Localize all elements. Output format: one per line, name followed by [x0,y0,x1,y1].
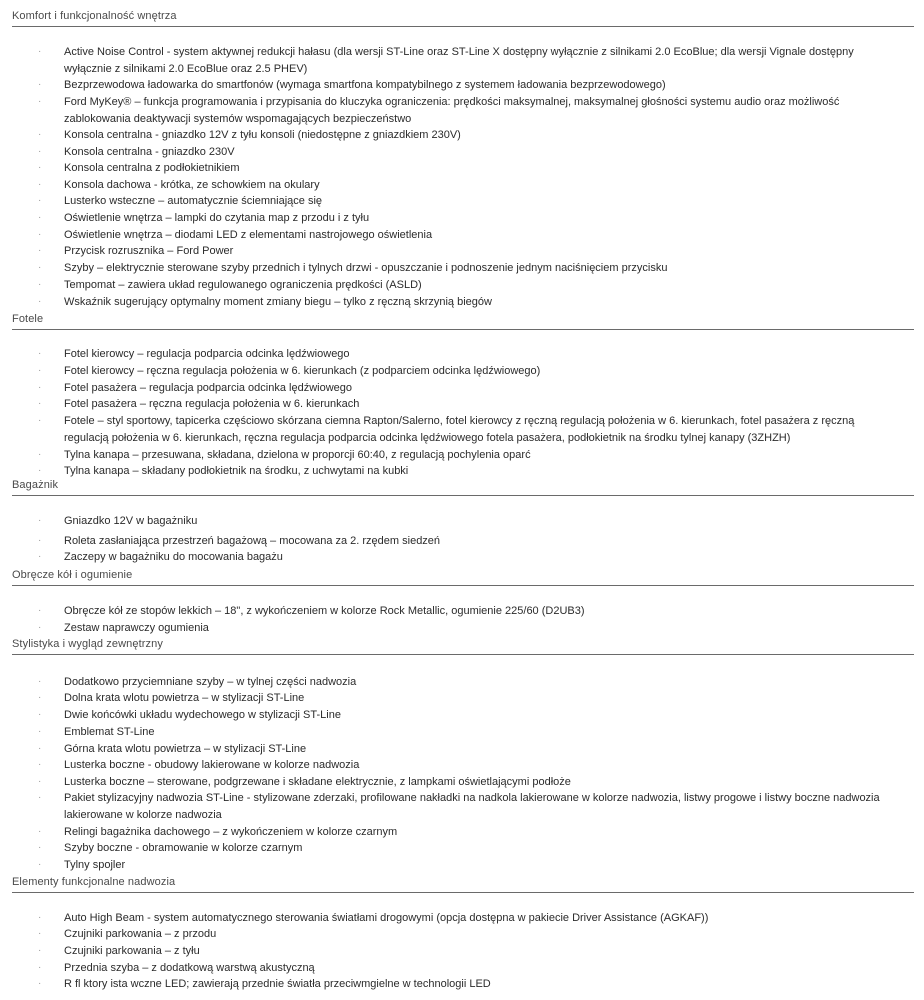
list-item-text: Gniazdko 12V w bagażniku [64,515,198,527]
bullet-icon: · [38,179,42,190]
bullet-icon: · [38,146,42,157]
section-divider [12,892,914,893]
list-item-text: Zaczepy w bagażniku do mocowania bagażu [64,551,283,563]
bullet-icon: · [38,129,42,140]
bullet-icon: · [38,449,42,460]
bullet-icon: · [38,262,42,273]
bullet-icon: · [38,928,42,939]
bullet-icon: · [38,365,42,376]
bullet-icon: · [38,465,42,476]
section [0,569,924,581]
bullet-icon: · [38,535,42,546]
bullet-icon: · [38,515,42,526]
list-item-text: Active Noise Control - system aktywnej redukcji hałasu (dla wersji ST-Line oraz ST-Line X dostępny wyłącznie z silnikami 2.0 EcoBlue; dla wersji Vignale dostępny wyłącznie z silnikami 2.0 EcoBlue oraz 2.5 PHEV) [64,46,854,75]
bullet-icon: · [38,692,42,703]
list-item-text: R fl ktory ista wczne LED; zawierają przednie światła przeciwmgielne w technologii LED [64,978,491,990]
bullet-icon: · [38,212,42,223]
bullet-icon: · [38,912,42,923]
bullet-icon: · [38,96,42,107]
section-title: Obręcze kół i ogumienie [12,569,133,581]
list-item-text: Fotel pasażera – ręczna regulacja położenia w 6. kierunkach [64,398,360,410]
section-title: Komfort i funkcjonalność wnętrza [12,10,177,22]
list-item-text: Ford MyKey® – funkcja programowania i przypisania do kluczyka ograniczenia: prędkości maksymalnej, maksymalnej głośności systemu audio oraz możliwość zablokowania deaktywacji systemów wspomagających bezpieczeństwo [64,96,840,125]
bullet-icon: · [38,348,42,359]
bullet-icon: · [38,776,42,787]
list-item-text: Dwie końcówki układu wydechowego w stylizacji ST-Line [64,709,341,721]
list-item-text: Konsola centralna - gniazdko 12V z tyłu konsoli (niedostępne z gniazdkiem 230V) [64,129,461,141]
bullet-icon: · [38,195,42,206]
bullet-icon: · [38,398,42,409]
bullet-icon: · [38,945,42,956]
list-item-text: Przednia szyba – z dodatkową warstwą akustyczną [64,962,315,974]
section [0,313,924,325]
bullet-icon: · [38,415,42,426]
list-item-text: Auto High Beam - system automatycznego sterowania światłami drogowymi (opcja dostępna w pakiecie Driver Assistance (AGKAF)) [64,912,709,924]
list-item-text: Lusterko wsteczne – automatycznie ściemniające się [64,195,323,207]
list-item-text: Fotel kierowcy – regulacja podparcia odcinka lędźwiowego [64,348,350,360]
list-item-text: Tylna kanapa – składany podłokietnik na środku, z uchwytami na kubki [64,465,409,477]
bullet-icon: · [38,726,42,737]
list-item-text: Szyby – elektrycznie sterowane szyby przednich i tylnych drzwi - opuszczanie i podnoszenie jednym naciśnięciem przycisku [64,262,668,274]
bullet-icon: · [38,551,42,562]
bullet-icon: · [38,676,42,687]
bullet-icon: · [38,709,42,720]
bullet-icon: · [38,792,42,803]
bullet-icon: · [38,46,42,57]
list-item-text: Fotel pasażera – regulacja podparcia odcinka lędźwiowego [64,382,353,394]
list-item-text: Lusterka boczne - obudowy lakierowane w kolorze nadwozia [64,759,360,771]
list-item-text: Fotel kierowcy – ręczna regulacja położenia w 6. kierunkach (z podparciem odcinka lędźwiowego) [64,365,541,377]
bullet-icon: · [38,759,42,770]
bullet-icon: · [38,229,42,240]
section [0,876,924,888]
list-item-text: Dodatkowo przyciemniane szyby – w tylnej części nadwozia [64,676,357,688]
section-divider [12,26,914,27]
list-item-text: Konsola dachowa - krótka, ze schowkiem na okulary [64,179,320,191]
section [0,10,924,22]
bullet-icon: · [38,279,42,290]
bullet-icon: · [38,962,42,973]
list-item-text: Obręcze kół ze stopów lekkich – 18", z wykończeniem w kolorze Rock Metallic, ogumienie 225/60 (D2UB3) [64,605,585,617]
list-item-text: Przycisk rozrusznika – Ford Power [64,245,234,257]
list-item-text: Tylny spojler [64,859,126,871]
list-item-text: Konsola centralna - gniazdko 230V [64,146,235,158]
list-item-text: Czujniki parkowania – z tyłu [64,945,200,957]
bullet-icon: · [38,382,42,393]
list-item-text: Oświetlenie wnętrza – lampki do czytania map z przodu i z tyłu [64,212,370,224]
section-title: Elementy funkcjonalne nadwozia [12,876,176,888]
list-item-text: Fotele – styl sportowy, tapicerka częściowo skórzana ciemna Rapton/Salerno, fotel kierowcy z ręczną regulacją położenia w 6. kierunkach, fotel pasażera z ręczną regulacją położenia w 6. kierunkach, ręczna regulacja podparcia odcinka lędźwiowego fotela pasażera, podłokietnik na środku tylnej kanapy (3ZHZH) [64,415,855,444]
list-item-text: Oświetlenie wnętrza – diodami LED z elementami nastrojowego oświetlenia [64,229,433,241]
bullet-icon: · [38,622,42,633]
bullet-icon: · [38,978,42,989]
section-divider [12,654,914,655]
section-divider [12,495,914,496]
bullet-icon: · [38,743,42,754]
bullet-icon: · [38,826,42,837]
list-item-text: Roleta zasłaniająca przestrzeń bagażową – mocowana za 2. rzędem siedzeń [64,535,441,547]
section-title: Fotele [12,313,44,325]
list-item-text: Lusterka boczne – sterowane, podgrzewane i składane elektrycznie, z lampkami oświetlającymi podłoże [64,776,571,788]
list-item-text: Relingi bagażnika dachowego – z wykończeniem w kolorze czarnym [64,826,398,838]
list-item-text: Bezprzewodowa ładowarka do smartfonów (wymaga smartfona kompatybilnego z systemem ładowania bezprzewodowego) [64,79,666,91]
section-divider [12,329,914,330]
list-item-text: Dolna krata wlotu powietrza – w stylizacji ST-Line [64,692,305,704]
list-item-text: Wskaźnik sugerujący optymalny moment zmiany biegu – tylko z ręczną skrzynią biegów [64,296,492,308]
list-item-text: Zestaw naprawczy ogumienia [64,622,209,634]
list-item-text: Tempomat – zawiera układ regulowanego ograniczenia prędkości (ASLD) [64,279,422,291]
list-item-text: Czujniki parkowania – z przodu [64,928,217,940]
section-title: Bagażnik [12,479,59,491]
list-item-text: Konsola centralna z podłokietnikiem [64,162,240,174]
bullet-icon: · [38,79,42,90]
list-item-text: Tylna kanapa – przesuwana, składana, dzielona w proporcji 60:40, z regulacją pochylenia oparć [64,449,531,461]
bullet-icon: · [38,859,42,870]
list-item-text: Emblemat ST-Line [64,726,155,738]
list-item-text: Pakiet stylizacyjny nadwozia ST-Line - stylizowane zderzaki, profilowane nakładki na nadkola lakierowane w kolorze nadwozia, listwy progowe i listwy boczne nadwozia lakierowane w kolorze nadwozia [64,792,880,821]
bullet-icon: · [38,605,42,616]
section-title: Stylistyka i wygląd zewnętrzny [12,638,163,650]
bullet-icon: · [38,296,42,307]
list-item-text: Górna krata wlotu powietrza – w stylizacji ST-Line [64,743,307,755]
section-divider [12,585,914,586]
list-item-text: Szyby boczne - obramowanie w kolorze czarnym [64,842,303,854]
section [0,638,924,650]
bullet-icon: · [38,842,42,853]
bullet-icon: · [38,245,42,256]
section [0,479,924,491]
bullet-icon: · [38,162,42,173]
